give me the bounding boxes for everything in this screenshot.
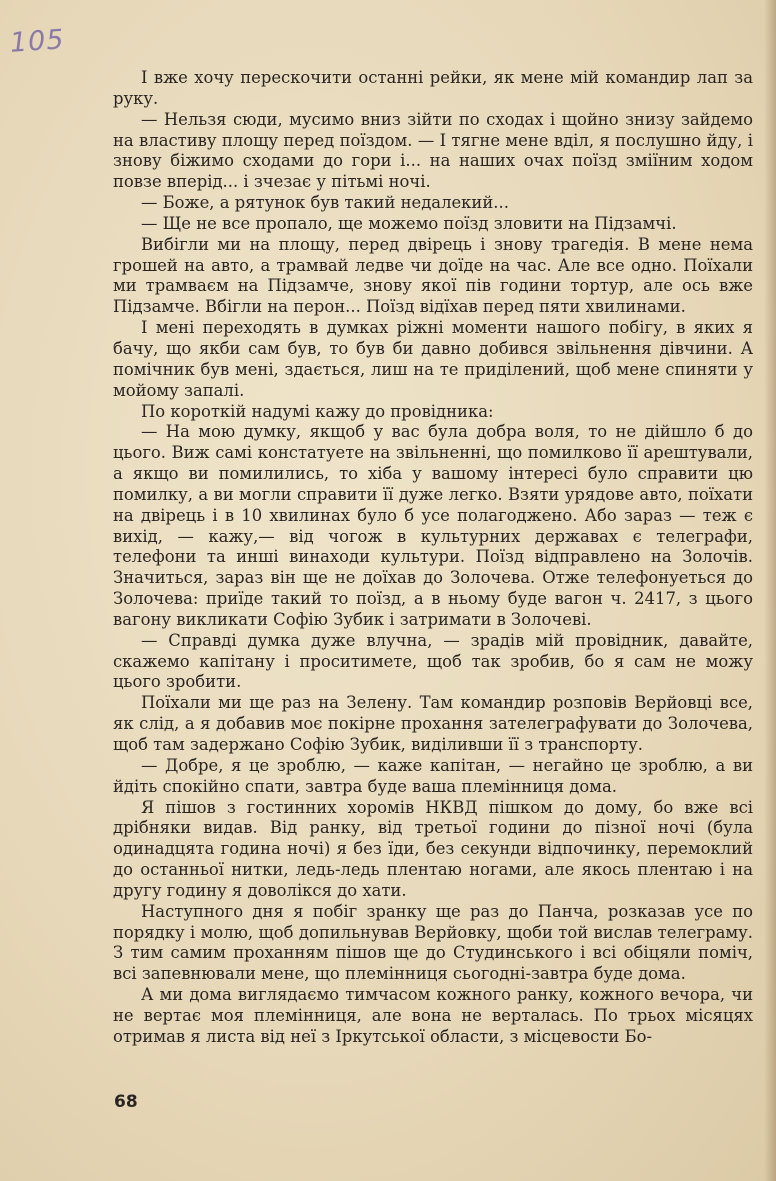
paragraph: — На мою думку, якщоб у вас була добра воля, то не дійшло б до цього. Виж самі констатуете на звільненні, що помилково її арештували, а якщо ви помилились, то хіба у вашому інтересі було справити цю помилку, а ви могли справити її дуже легко. Взяти урядове авто, поїхати на двірець і в 10 хвилинах було б усе полагоджено. Або зараз — теж є вихід, — кажу,— від чогож в культурних державах є телеграфи, телефони та инші винаходи культури. Поїзд відправлено на Золочів. Значиться, зараз він ще не доїхав до Золочева. Отже телефонуеться до Золочева: приїде такий то поїзд, а в ньому буде вагон ч. 2417, з цього вагону викликати Софію Зубик і затримати в Золочеві. — [113, 422, 753, 629]
paragraph: І мені переходять в думках ріжні моменти нашого побігу, в яких я бачу, що якби сам був, то був би давно добився звільнення дівчини. А помічник був мені, здається, лиш на те приділений, щоб мене спиняти у мойому запалі. — [113, 318, 753, 400]
paragraph: Я пішов з гостинних хоромів НКВД пішком до дому, бо вже всі дрібняки видав. Від ранку, від третьої години до пізної ночі (була одинадцята година ночі) я без їди, без секунди відпочинку, перемоклий до останньої нитки, ледь-ледь плентаю ногами, але якось плентаю і на другу годину я доволікся до хати. — [113, 797, 753, 900]
body-text — [113, 68, 753, 1048]
page-edge-shadow — [764, 0, 776, 1181]
paragraph: — Нельзя сюди, мусимо вниз зійти по сходах і щойно знизу зайдемо на властиву площу перед поїздом. — І тягне мене вділ, я послушно йду, і знову біжимо сходами до гори і... на наших очах поїзд зміїним ходом повзе вперід... і зчезає у пітьмі ночі. — [113, 109, 753, 192]
paragraph: — Справді думка дуже влучна, — зрадів мій провідник, давайте, скажемо капітану і проситимете, щоб так зробив, бо я сам не можу цього зробити. — [113, 630, 753, 692]
archive-number-mark: 105 — [8, 24, 66, 59]
paragraph: Поїхали ми ще раз на Зелену. Там командир розповів Верйовці все, як слід, а я добавив моє покірне прохання зателеграфувати до Золочева, щоб там задержано Софію Зубик, виділивши її з транспорту. — [113, 693, 753, 754]
paragraph: — Ще не все пропало, ще можемо поїзд зловити на Підзамчі. — [141, 213, 677, 233]
paragraph: А ми дома виглядаємо тимчасом кожного ранку, кожного вечора, чи не вертає моя племінниця, але вона не верталась. По трьох місяцях отримав я листа від неї з Іркутської области, з місцевости Бо- — [113, 985, 753, 1046]
page-number: 68 — [114, 1092, 138, 1112]
paragraph: По короткій надумі кажу до провідника: — [141, 401, 494, 421]
paragraph: Вибігли ми на площу, перед двірець і знову трагедія. В мене нема грошей на авто, а трамвай ледве чи доїде на час. Але все одно. Поїхали ми трамваєм на Підзамче, знову якої пів години тортур, але ось вже Підзамче. Вбігли на перон... Поїзд відїхав перед пяти хвилинами. — [113, 234, 753, 317]
paragraph: Наступного дня я побіг зранку ще раз до Панча, розказав усе по порядку і молю, щоб допильнував Верйовку, щоби той вислав телеграму. З тим самим проханням пішов ще до Студинського і всі обіцяли поміч, всі запевнювали мене, що племінниця сьогодні-завтра буде дома. — [113, 901, 753, 984]
paragraph: — Добре, я це зроблю, — каже капітан, — негайно це зроблю, а ви йдіть спокійно спати, завтра буде ваша племінниця дома. — [113, 755, 753, 796]
paragraph: І вже хочу перескочити останні рейки, як мене мій командир лап за руку. — [113, 68, 753, 108]
paragraph: — Боже, а рятунок був такий недалекий... — [141, 193, 509, 213]
